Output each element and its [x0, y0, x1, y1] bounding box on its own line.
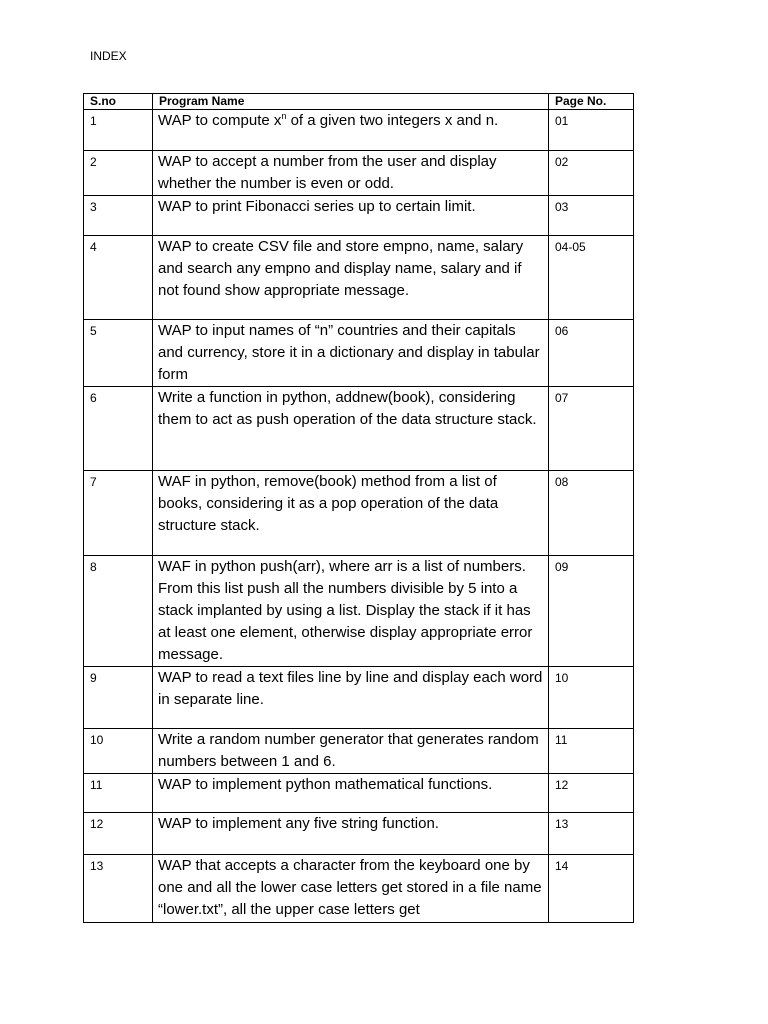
- row-page-number: 14: [549, 855, 634, 923]
- table-row: [84, 774, 634, 813]
- row-program-name: WAF in python push(arr), where arr is a list of numbers. From this list push all the numbers divisible by 5 into a stack implanted by using a list. Display the stack if it has at least one element, otherwise display appropriate error message.: [153, 556, 549, 667]
- row-serial-number: 8: [84, 556, 153, 667]
- table-row: [84, 729, 634, 774]
- row-serial-number: 11: [84, 774, 153, 813]
- table-row: [84, 855, 634, 923]
- table-row: [84, 196, 634, 236]
- row-page-number: 13: [549, 813, 634, 855]
- row-page-number: 01: [549, 110, 634, 151]
- table-header-row: [84, 94, 634, 110]
- row-program-name: Write a random number generator that generates random numbers between 1 and 6.: [153, 729, 549, 774]
- table-row: [84, 320, 634, 387]
- row-program-name: WAP to accept a number from the user and display whether the number is even or odd.: [153, 151, 549, 196]
- row-program-name: WAP to print Fibonacci series up to certain limit.: [153, 196, 549, 236]
- row-page-number: 09: [549, 556, 634, 667]
- row-page-number: 10: [549, 667, 634, 729]
- table-row: [84, 387, 634, 471]
- row-serial-number: 9: [84, 667, 153, 729]
- row-program-name: WAP to implement python mathematical functions.: [153, 774, 549, 813]
- row-page-number: 03: [549, 196, 634, 236]
- row-page-number: 11: [549, 729, 634, 774]
- row-serial-number: 6: [84, 387, 153, 471]
- row-page-number: 07: [549, 387, 634, 471]
- table-row: [84, 236, 634, 320]
- row-serial-number: 1: [84, 110, 153, 151]
- table-row: [84, 151, 634, 196]
- row-program-name: WAF in python, remove(book) method from a list of books, considering it as a pop operation of the data structure stack.: [153, 471, 549, 556]
- row-serial-number: 4: [84, 236, 153, 320]
- page-heading: INDEX: [90, 49, 127, 63]
- program-name-column-header: Program Name: [153, 94, 549, 110]
- row-page-number: 04-05: [549, 236, 634, 320]
- page-no-column-header: Page No.: [549, 94, 634, 110]
- row-program-name: WAP to read a text files line by line and display each word in separate line.: [153, 667, 549, 729]
- sno-column-header: S.no: [84, 94, 153, 110]
- row-serial-number: 2: [84, 151, 153, 196]
- row-page-number: 12: [549, 774, 634, 813]
- row-program-name: WAP to compute $x^n$ of a given two integers x and n.: [153, 110, 549, 151]
- row-program-name: WAP to input names of “n” countries and their capitals and currency, store it in a dictionary and display in tabular form: [153, 320, 549, 387]
- row-program-name: Write a function in python, addnew(book), considering them to act as push operation of the data structure stack.: [153, 387, 549, 471]
- table-row: [84, 110, 634, 151]
- row-page-number: 02: [549, 151, 634, 196]
- row-serial-number: 13: [84, 855, 153, 923]
- table-row: [84, 471, 634, 556]
- row-serial-number: 7: [84, 471, 153, 556]
- row-program-name: WAP that accepts a character from the keyboard one by one and all the lower case letters get stored in a file name “lower.txt”, all the upper case letters get: [153, 855, 549, 923]
- index-table: [83, 93, 634, 923]
- row-page-number: 08: [549, 471, 634, 556]
- row-program-name: WAP to create CSV file and store empno, name, salary and search any empno and display name, salary and if not found show appropriate message.: [153, 236, 549, 320]
- row-serial-number: 3: [84, 196, 153, 236]
- row-serial-number: 10: [84, 729, 153, 774]
- table-row: [84, 813, 634, 855]
- table-row: [84, 556, 634, 667]
- row-program-name: WAP to implement any five string function.: [153, 813, 549, 855]
- row-page-number: 06: [549, 320, 634, 387]
- row-serial-number: 5: [84, 320, 153, 387]
- table-row: [84, 667, 634, 729]
- row-serial-number: 12: [84, 813, 153, 855]
